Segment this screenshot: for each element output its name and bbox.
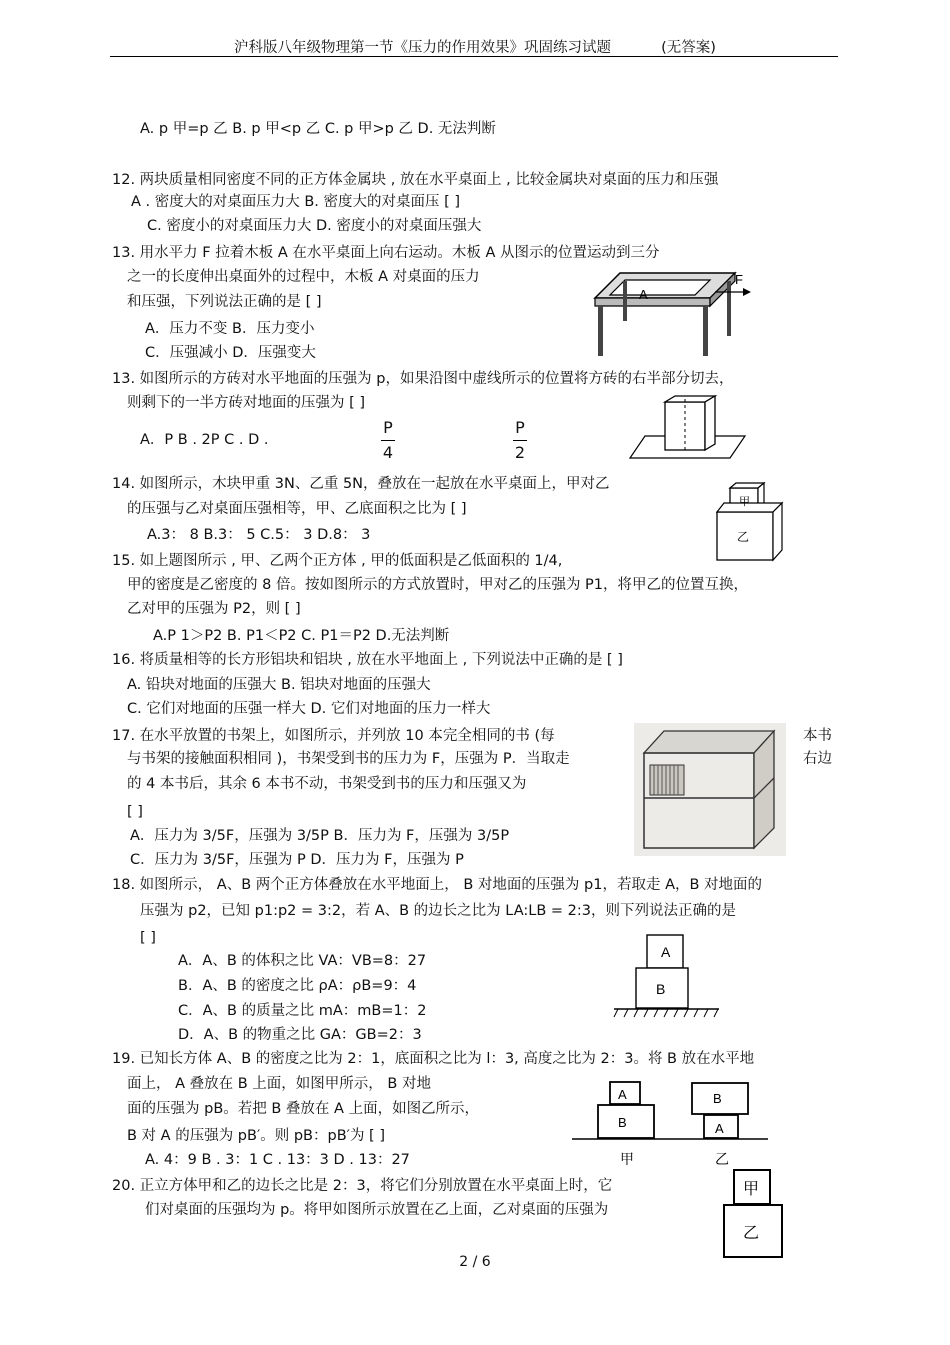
q15-stem-3: 乙对甲的压强为 P2，则 [ ]: [127, 601, 301, 617]
page-number: 2 / 6: [459, 1254, 491, 1270]
page-header: [0, 36, 950, 57]
figure-jia-on-yi: [720, 1168, 790, 1260]
q19-options: A. 4：9 B . 3：1 C . 13：3 D . 13：27: [145, 1152, 410, 1168]
q16-options-cd: C. 它们对地面的压强一样大 D. 它们对地面的压力一样大: [127, 701, 491, 717]
q15-stem-1: 15. 如上题图所示 , 甲、乙两个正方体 , 甲的低面积是乙低面积的 1/4,: [112, 553, 563, 569]
q12-options-cd: C. 密度小的对桌面压力大 D. 密度小的对桌面压强大: [147, 218, 482, 234]
figure-label-b1: B: [618, 1115, 627, 1130]
q13b-stem-2: 则剩下的一半方砖对地面的压强为 [ ]: [127, 395, 366, 411]
q17-stem-2: 与书架的接触面积相同 )，书架受到书的压力为 F，压强为 P．当取走: [127, 751, 570, 767]
fraction-c-bar: [381, 440, 395, 441]
figure-brick: [630, 394, 750, 464]
fraction-d-den: 2: [514, 443, 526, 462]
q18-stem-2: 压强为 p2，已知 p1:p2 = 3:2，若 A、B 的边长之比为 LA:LB = 2:3，则下列说法正确的是: [140, 903, 736, 919]
q13b-options: A．P B . 2P C . D .: [140, 432, 269, 448]
q18-stem-1: 18. 如图所示， A、B 两个正方体叠放在水平地面上， B 对地面的压强为 p1，若取走 A，B 对地面的: [112, 877, 763, 893]
figure-label-yi: 乙: [715, 1152, 729, 1168]
q18-option-a: A．A、B 的体积之比 VA：VB=8：27: [178, 953, 427, 969]
q19-stem-2: 面上， A 叠放在 B 上面，如图甲所示， B 对地: [127, 1076, 431, 1092]
q14-stem-2: 的压强与乙对桌面压强相等，甲、乙底面积之比为 [ ]: [127, 501, 467, 517]
q17-stem-2b: 右边: [803, 751, 832, 767]
header-title: 沪科版八年级物理第一节《压力的作用效果》巩固练习试题: [234, 40, 612, 56]
figure-label-f: F: [735, 272, 743, 287]
q13-options-cd: C．压强减小 D．压强变大: [145, 345, 316, 361]
q17-stem-1: 17. 在水平放置的书架上，如图所示，并列放 10 本完全相同的书 (每: [112, 728, 555, 744]
figure-ab-two-arrangements: [572, 1078, 772, 1170]
figure-stack-jia-yi: [712, 480, 787, 565]
fraction-c-den: 4: [382, 443, 394, 462]
q14-options: A.3： 8 B.3： 5 C.5： 3 D.8： 3: [147, 527, 371, 543]
fraction-d: [513, 418, 527, 463]
q15-stem-2: 甲的密度是乙密度的 8 倍。按如图所示的方式放置时，甲对乙的压强为 P1，将甲乙的位置互换，: [127, 577, 749, 593]
q13-stem-1: 13. 用水平力 F 拉着木板 A 在水平桌面上向右运动。木板 A 从图示的位置运动到三分: [112, 245, 660, 261]
q19-stem-3: 面的压强为 pB。若把 B 叠放在 A 上面，如图乙所示，: [127, 1101, 480, 1117]
figure-label-a2: A: [715, 1121, 724, 1136]
figure-label-a: A: [639, 287, 648, 302]
fraction-c: [381, 418, 395, 463]
q17-stem-3: 的 4 本书后，其余 6 本书不动，书架受到书的压力和压强又为: [127, 776, 527, 792]
q18-option-d: D．A、B 的物重之比 GA：GB=2：3: [178, 1027, 422, 1043]
header-rule: [110, 56, 838, 57]
q15-options: A.P 1＞P2 B. P1＜P2 C. P1＝P2 D.无法判断: [153, 628, 450, 644]
figure-label-a1: A: [618, 1087, 627, 1102]
q16-stem: 16. 将质量相等的长方形铝块和铝块 , 放在水平地面上 , 下列说法中正确的是 [ ]: [112, 652, 623, 668]
fraction-d-num: P: [515, 418, 525, 437]
q13-options-ab: A．压力不变 B．压力变小: [145, 321, 315, 337]
figure-label-b: B: [656, 981, 666, 997]
figure-label-jia: 甲: [743, 1179, 760, 1198]
q11-options: A. p 甲=p 乙 B. p 甲<p 乙 C. p 甲>p 乙 D. 无法判断: [140, 121, 496, 137]
q19-stem-1: 19. 已知长方体 A、B 的密度之比为 2：1，底面积之比为 l：3, 高度之比为 2：3。将 B 放在水平地: [112, 1051, 755, 1067]
q13-stem-3: 和压强，下列说法正确的是 [ ]: [127, 294, 322, 310]
q18-option-b: B．A、B 的密度之比 ρA：ρB=9：4: [178, 978, 417, 994]
figure-label-a: A: [661, 944, 671, 960]
figure-bookshelf: [634, 723, 786, 856]
q20-stem-1: 20. 正立方体甲和乙的边长之比是 2：3，将它们分别放置在水平桌面上时，它: [112, 1178, 613, 1194]
q13b-stem-1: 13. 如图所示的方砖对水平地面的压强为 p，如果沿图中虚线所示的位置将方砖的右半部分切去，: [112, 371, 734, 387]
q14-stem-1: 14. 如图所示，木块甲重 3N、乙重 5N，叠放在一起放在水平桌面上，甲对乙: [112, 476, 610, 492]
fraction-d-bar: [513, 440, 527, 441]
q12-stem: 12. 两块质量相同密度不同的正方体金属块 , 放在水平桌面上 , 比较金属块对桌面的压力和压强: [112, 172, 719, 188]
q17-options-cd: C．压力为 3/5F，压强为 P D．压力为 F，压强为 P: [130, 852, 464, 868]
figure-label-yi: 乙: [737, 530, 750, 544]
q17-bracket: [ ]: [127, 804, 143, 820]
figure-label-yi: 乙: [743, 1223, 760, 1242]
q17-stem-1b: 本书: [803, 728, 832, 744]
figure-label-jia: 甲: [739, 495, 750, 508]
header-note: (无答案): [661, 40, 716, 56]
fraction-c-num: P: [383, 418, 393, 437]
figure-a-on-b: [614, 933, 724, 1023]
q20-stem-2: 们对桌面的压强均为 p。将甲如图所示放置在乙上面，乙对桌面的压强为: [145, 1202, 609, 1218]
figure-label-jia: 甲: [620, 1152, 634, 1168]
figure-label-b2: B: [713, 1091, 722, 1106]
q18-bracket: [ ]: [140, 930, 156, 946]
figure-table-board: [565, 268, 755, 358]
q13-stem-2: 之一的长度伸出桌面外的过程中，木板 A 对桌面的压力: [127, 269, 480, 285]
q16-options-ab: A. 铅块对地面的压强大 B. 铝块对地面的压强大: [127, 677, 431, 693]
q18-option-c: C．A、B 的质量之比 mA：mB=1：2: [178, 1003, 427, 1019]
q19-stem-4: B 对 A 的压强为 pB′。则 pB：pB′为 [ ]: [127, 1128, 385, 1144]
q17-options-ab: A．压力为 3/5F，压强为 3/5P B．压力为 F，压强为 3/5P: [130, 828, 510, 844]
q12-options-ab: A . 密度大的对桌面压力大 B. 密度大的对桌面压 [ ]: [131, 194, 461, 210]
